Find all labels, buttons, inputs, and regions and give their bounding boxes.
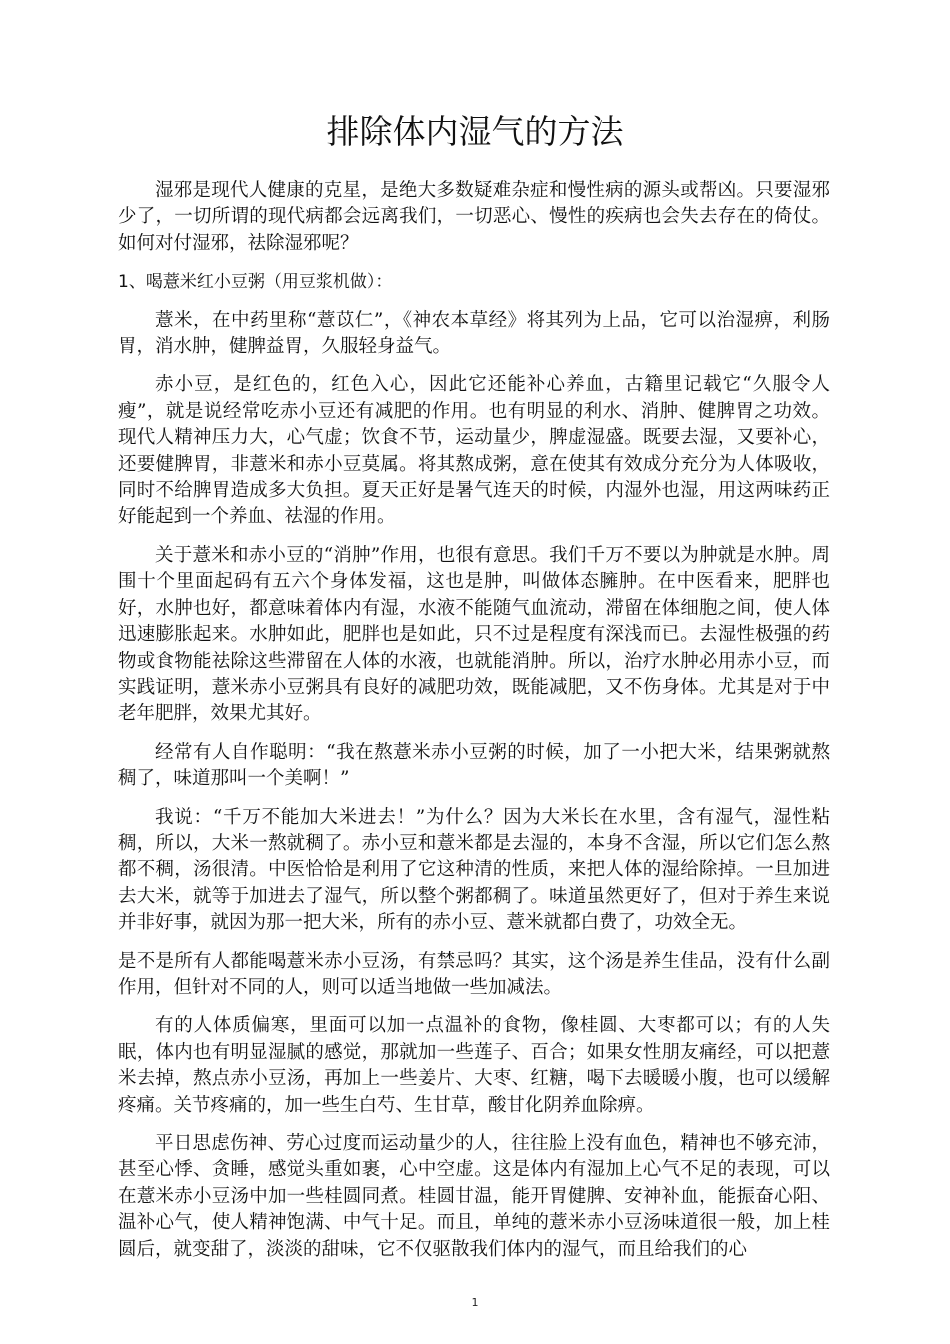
document-title: 排除体内湿气的方法 [326, 112, 624, 151]
page-number: 1 [471, 1296, 479, 1309]
paragraph-red-beans: 赤小豆，是红色的，红色入心，因此它还能补心养血，古籍里记载它“久服令人瘦”，就是说经常吃赤小豆还有减肥的作用。也有明显的利水、消肿、健脾胃之功效。现代人精神压力大，心气虚；饮食不节，运动量少，脾虚湿盛。既要去湿，又要补心，还要健脾胃，非薏米和赤小豆莫属。将其熬成粥，意在使其有效成分充分为人体吸收，同时不给脾胃造成多大负担。夏天正好是暑气连天的时候，内湿外也湿，用这两味药正好能起到一个养血、祛湿的作用。 [118, 374, 830, 528]
paragraph-job-tears: 薏米，在中药里称“薏苡仁”，《神农本草经》将其列为上品，它可以治湿痹，利肠胃，消水肿，健脾益胃，久服轻身益气。 [118, 309, 830, 358]
document-body [118, 178, 830, 1275]
paragraph-quote: 经常有人自作聪明：“我在熬薏米赤小豆粥的时候，加了一小把大米，结果粥就熬稠了，味道那叫一个美啊！” [118, 741, 830, 790]
paragraph-contraindications: 是不是所有人都能喝薏米赤小豆汤，有禁忌吗？其实，这个汤是养生佳品，没有什么副作用，但针对不同的人，则可以适当地做一些加减法。 [118, 950, 830, 998]
paragraph-intro: 湿邪是现代人健康的克星，是绝大多数疑难杂症和慢性病的源头或帮凶。只要湿邪少了，一切所谓的现代病都会远离我们，一切恶心、慢性的疾病也会失去存在的倚仗。如何对付湿邪，祛除湿邪呢？ [118, 180, 830, 254]
paragraph-swelling: 关于薏米和赤小豆的“消肿”作用，也很有意思。我们千万不要以为肿就是水肿。周围十个里面起码有五六个身体发福，这也是肿，叫做体态臃肿。在中医看来，肥胖也好，水肿也好，都意味着体内有湿，水液不能随气血流动，滞留在体细胞之间，使人体迅速膨胀起来。水肿如此，肥胖也是如此，只不过是程度有深浅而已。去湿性极强的药物或食物能祛除这些滞留在人体的水液，也就能消肿。所以，治疗水肿必用赤小豆，而实践证明，薏米赤小豆粥具有良好的减肥功效，既能减肥，又不伤身体。尤其是对于中老年肥胖，效果尤其好。 [118, 544, 830, 725]
paragraph-longan: 平日思虑伤神、劳心过度而运动量少的人，往往脸上没有血色，精神也不够充沛，甚至心悸、贪睡，感觉头重如裹，心中空虚。这是体内有湿加上心气不足的表现，可以在薏米赤小豆汤中加一些桂圆同煮。桂圆甘温，能开胃健脾、安神补血，能振奋心阳、温补心气，使人精神饱满、中气十足。而且，单纯的薏米赤小豆汤味道很一般，加上桂圆后，就变甜了，淡淡的甜味，它不仅驱散我们体内的湿气，而且给我们的心 [118, 1133, 830, 1260]
paragraph-variations: 有的人体质偏寒，里面可以加一点温补的食物，像桂圆、大枣都可以；有的人失眠，体内也有明显湿腻的感觉，那就加一些莲子、百合；如果女性朋友痛经，可以把薏米去掉，熬点赤小豆汤，再加上一些姜片、大枣、红糖，喝下去暖暖小腹，也可以缓解疼痛。关节疼痛的，加一些生白芍、生甘草，酸甘化阴养血除痹。 [118, 1015, 830, 1116]
section-heading-1: 1、喝薏米红小豆粥（用豆浆机做）： [118, 272, 393, 293]
paragraph-rice: 我说：“千万不能加大米进去！”为什么？因为大米长在水里，含有湿气，湿性粘稠，所以，大米一熬就稠了。赤小豆和薏米都是去湿的，本身不含湿，所以它们怎么熬都不稠，汤很清。中医恰恰是利用了它这种清的性质，来把人体的湿给除掉。一旦加进去大米，就等于加进去了湿气，所以整个粥都稠了。味道虽然更好了，但对于养生来说并非好事，就因为那一把大米，所有的赤小豆、薏米就都白费了，功效全无。 [118, 806, 830, 934]
